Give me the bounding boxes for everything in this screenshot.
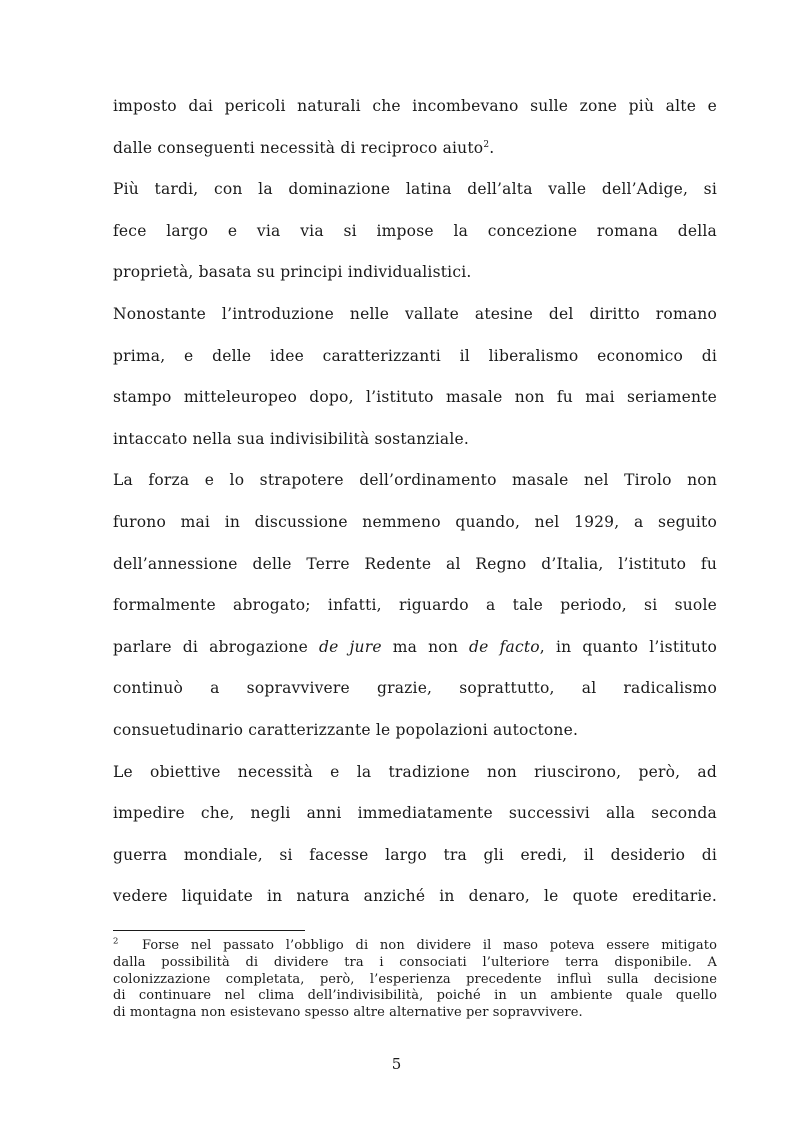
body-line: proprietà, basata su principi individualistici. (113, 263, 472, 282)
body-text (113, 86, 717, 918)
italic-term: de jure (319, 637, 382, 656)
footnote-mark: 2 (113, 936, 119, 947)
body-line: dell’annessione delle Terre Redente al Regno d’Italia, l’istituto fu (113, 554, 717, 573)
footnote-reference[interactable]: 2 (483, 139, 490, 150)
body-line: Le obiettive necessità e la tradizione non riuscirono, però, ad (113, 762, 717, 781)
body-line: vedere liquidate in natura anziché in denaro, le quote ereditarie. (113, 887, 717, 906)
body-line: consuetudinario caratterizzante le popolazioni autoctone. (113, 720, 579, 739)
body-line: Nonostante l’introduzione nelle vallate atesine del diritto romano (113, 304, 717, 323)
body-line: intaccato nella sua indivisibilità sostanziale. (113, 429, 469, 448)
body-line: formalmente abrogato; infatti, riguardo a tale periodo, si suole (113, 596, 717, 615)
body-line: prima, e delle idee caratterizzanti il liberalismo economico di (113, 346, 717, 365)
footnote-line: colonizzazione completata, però, l’esperienza precedente influì sulla decisione (113, 971, 717, 987)
footnote-separator (113, 930, 305, 931)
body-line: parlare di abrogazione de jure ma non de facto, in quanto l’istituto (113, 637, 717, 656)
page-number: 5 (391, 1055, 402, 1073)
body-line: La forza e lo strapotere dell’ordinamento masale nel Tirolo non (113, 471, 717, 490)
footnote-line: $^2$ Forse nel passato l’obbligo di non dividere il maso poteva essere mitigato (113, 936, 718, 953)
body-line: imposto dai pericoli naturali che incombevano sulle zone più alte e (113, 97, 717, 115)
body-line: dalle conseguenti necessità di reciproco aiuto$^2$. (113, 138, 495, 157)
body-line: continuò a sopravvivere grazie, soprattutto, al radicalismo (113, 679, 717, 698)
footnote (113, 938, 717, 1022)
footnote-line: dalla possibilità di dividere tra i consociati l’ulteriore terra disponibile. A (113, 954, 717, 970)
footnote-line: di continuare nel clima dell’indivisibilità, poiché in un ambiente quale quello (113, 988, 717, 1004)
body-line: furono mai in discussione nemmeno quando, nel 1929, a seguito (113, 512, 717, 531)
body-line: stampo mitteleuropeo dopo, l’istituto masale non fu mai seriamente (113, 388, 717, 407)
body-line: impedire che, negli anni immediatamente successivi alla seconda (113, 804, 717, 823)
body-line: guerra mondiale, si facesse largo tra gli eredi, il desiderio di (113, 845, 717, 864)
italic-term: de facto (469, 637, 540, 656)
body-line: Più tardi, con la dominazione latina dell’alta valle dell’Adige, si (113, 180, 717, 199)
body-line: fece largo e via via si impose la concezione romana della (113, 221, 717, 240)
footnote-line: di montagna non esistevano spesso altre alternative per sopravvivere. (113, 1005, 583, 1021)
